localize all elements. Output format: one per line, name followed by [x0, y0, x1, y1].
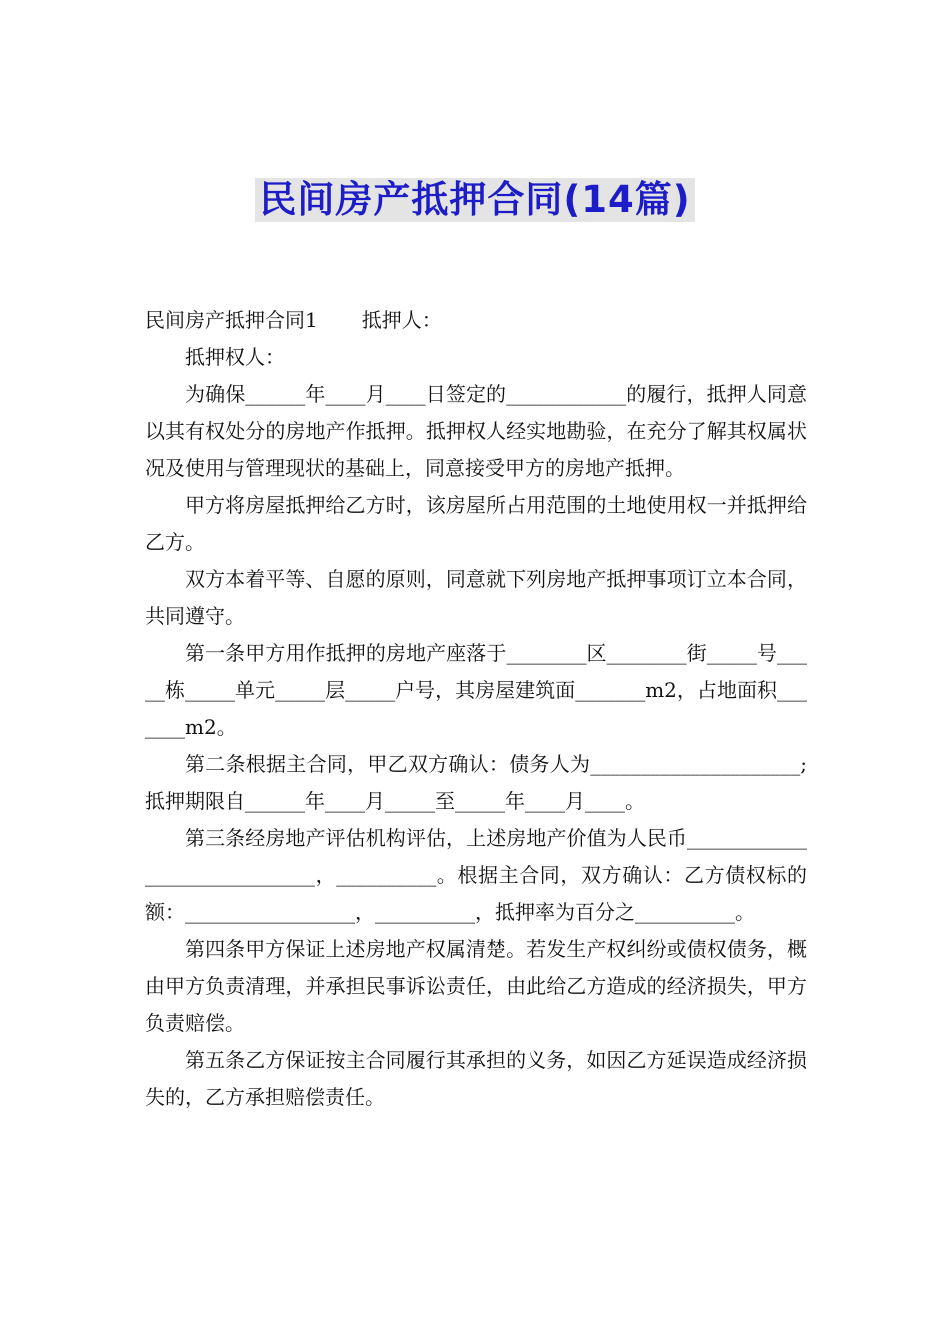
paragraph-article-1: 第一条甲方用作抵押的房地产座落于________区________街_____号_____栋_____单元_____层_____户号，其房屋建筑面_______m2，占地面积_______m2。 — [145, 641, 807, 739]
paragraph-article-5: 第五条乙方保证按主合同履行其承担的义务，如因乙方延误造成经济损失的，乙方承担赔偿责任。 — [145, 1048, 807, 1109]
contract-heading-line — [145, 302, 807, 339]
paragraph-land-use: 甲方将房屋抵押给乙方时，该房屋所占用范围的土地使用权一并抵押给乙方。 — [145, 493, 807, 554]
document-title: 民间房产抵押合同(14篇) — [255, 178, 694, 222]
paragraph-article-2: 第二条根据主合同，甲乙双方确认：债务人为_____________________;抵押期限自______年____月_____至_____年____月____。 — [145, 752, 807, 813]
paragraph-article-3: 第三条经房地产评估机构评估，上述房地产价值为人民币_____________________________，__________。根据主合同，双方确认：乙方债权标的额：_________________，__________，抵押率为百分之__________。 — [145, 826, 807, 924]
paragraph-mortgagee: 抵押权人： — [185, 345, 285, 369]
contract-heading: 民间房产抵押合同1 — [145, 308, 318, 332]
mortgagor-label: 抵押人： — [361, 308, 442, 332]
paragraph-principle: 双方本着平等、自愿的原则，同意就下列房地产抵押事项订立本合同，共同遵守。 — [145, 567, 807, 628]
paragraph-preamble: 为确保______年____月____日签定的____________的履行，抵押人同意以其有权处分的房地产作抵押。抵押权人经实地勘验，在充分了解其权属状况及使用与管理现状的基础上，同意接受甲方的房地产抵押。 — [145, 382, 807, 480]
paragraph-article-4: 第四条甲方保证上述房地产权属清楚。若发生产权纠纷或债权债务，概由甲方负责清理，并承担民事诉讼责任，由此给乙方造成的经济损失，甲方负责赔偿。 — [145, 937, 807, 1035]
title-container — [0, 178, 950, 222]
document-body — [145, 302, 807, 1116]
